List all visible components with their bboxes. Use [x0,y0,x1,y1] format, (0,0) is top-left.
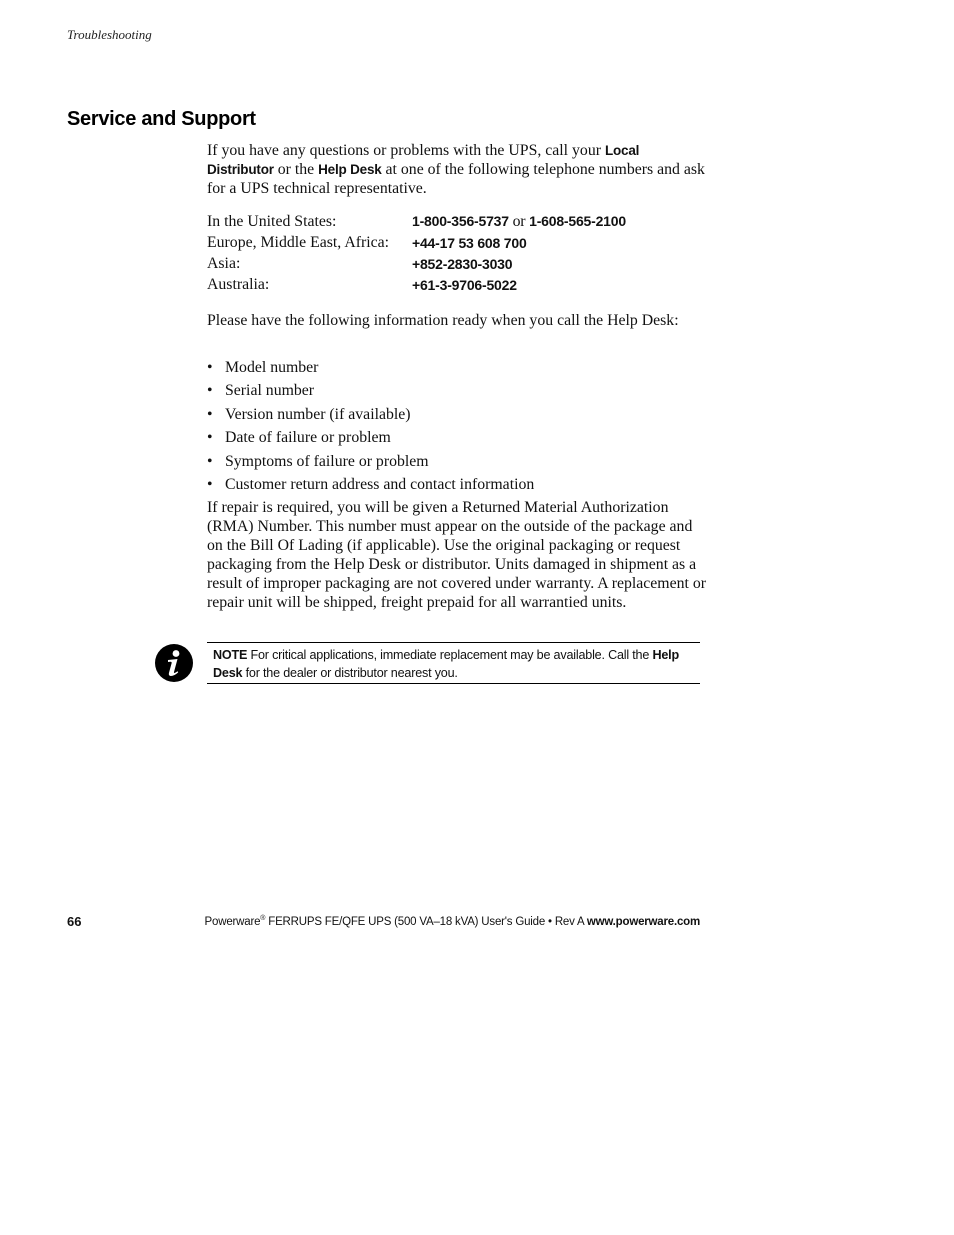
bullet: • [207,452,213,470]
phone-number-secondary: 1-608-565-2100 [529,212,626,229]
phone-region-label: In the United States: [207,212,337,230]
intro-text-1: If you have any questions or problems with the UPS, call your [207,142,605,159]
section-title: Service and Support [67,108,256,130]
phone-number-primary: 1-800-356-5737 [412,212,509,229]
footer-registered-mark: ® [260,915,266,922]
list-item [207,356,534,379]
note-text-1: For critical applications, immediate replacement may be available. Call the [247,648,653,662]
phone-region-label: Australia: [207,275,270,293]
phone-number: +852-2830-3030 [412,255,513,272]
phone-row-us [207,211,626,232]
bullet: • [207,382,213,400]
list-item-text: Model number [225,359,319,376]
bullet: • [207,359,213,376]
list-item-text: Serial number [225,382,315,400]
list-item-text: Symptoms of failure or problem [225,452,429,470]
intro-text-3: at one of the following telephone numbers and ask for a UPS technical representative. [207,160,705,197]
note-text-2: for the dealer or distributor nearest you. [242,666,458,680]
intro-paragraph [207,142,707,198]
phone-numbers-table [207,211,626,295]
list-item-text: Customer return address and contact information [225,475,535,493]
page-number: 66 [67,914,82,929]
phone-region-label: Asia: [207,254,241,272]
bullet: • [207,405,213,423]
help-desk-term: Help Desk [318,161,382,177]
footer-url: www.powerware.com [586,915,700,928]
local-distributor-term: Local Distributor [207,143,640,177]
prep-paragraph: Please have the following information ready when you call the Help Desk: [207,312,679,329]
intro-text-2: or the [273,160,319,178]
repair-paragraph: If repair is required, you will be given a Returned Material Authorization (RMA) Number. This number must appear on the outside of the package and on the Bill Of Lading (if applicable). Use the original packaging or request packaging from the Help Desk or distributor. Units damaged in shipment as a result of improper packaging are not covered under warranty. A replacement or repair unit will be shipped, freight prepaid for all warrantied units. [207,499,707,611]
footer-guide-title: FERRUPS FE/QFE UPS (500 VA–18 kVA) User's Guide • Rev A [265,915,587,928]
list-item [207,473,534,496]
list-item-text: Version number (if available) [225,405,411,423]
bullet: • [207,429,213,447]
list-item [207,426,534,449]
note-box [207,642,700,684]
phone-number: +61-3-9706-5022 [412,276,517,293]
info-checklist [207,356,534,496]
phone-row-asia [207,253,626,274]
bullet: • [207,475,213,493]
phone-row-emea [207,232,626,253]
phone-number [412,211,626,232]
phone-region-label: Europe, Middle East, Africa: [207,233,390,251]
list-item [207,450,534,473]
note-label: NOTE [213,648,248,662]
phone-separator: or [508,212,530,230]
footer-brand: Powerware [204,915,261,928]
list-item [207,379,534,402]
list-item [207,403,534,426]
phone-row-australia [207,274,626,295]
phone-number: +44-17 53 608 700 [412,234,527,251]
info-icon [155,644,193,682]
running-head: Troubleshooting [67,27,152,42]
list-item-text: Date of failure or problem [225,429,391,447]
footer-text [205,915,700,928]
note-help-desk-term: Help Desk [213,648,679,680]
